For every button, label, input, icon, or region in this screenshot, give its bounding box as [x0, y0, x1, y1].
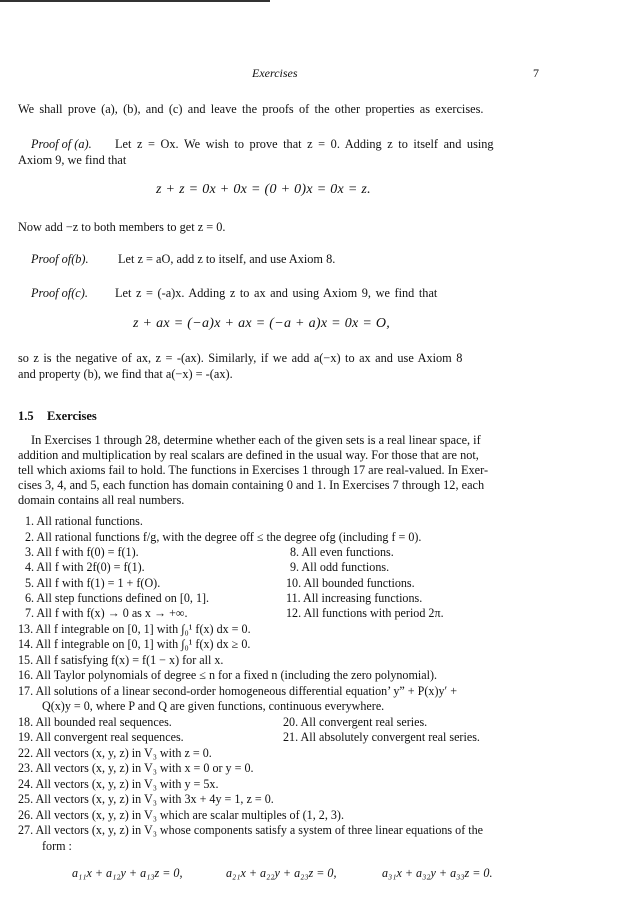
proof-a-label: Proof of (a).: [31, 137, 92, 151]
exercise-item: 14. All f integrable on [0, 1] with ∫₀¹ f(x) dx ≥ 0.: [18, 637, 251, 651]
exercise-item: 10. All bounded functions.: [286, 576, 415, 590]
instructions-line: tell which axioms fail to hold. The functions in Exercises 1 through 17 are real-valued. In Exer-: [18, 463, 489, 477]
system-equation: a₃₁x + a₃₂y + a₃₃z = 0.: [382, 866, 493, 880]
instructions-line: In Exercises 1 through 28, determine whether each of the given sets is a real linear space, if: [31, 433, 481, 447]
proof-c-text: Let z = (-a)x. Adding z to ax and using Axiom 9, we find that: [115, 286, 438, 300]
section-title: Exercises: [47, 409, 97, 423]
exercise-item: 5. All f with f(1) = 1 + f(O).: [25, 576, 161, 590]
exercise-item: 20. All convergent real series.: [283, 715, 428, 729]
proof-a-line1: Let z = Ox. We wish to prove that z = 0. Adding z to itself and using: [115, 137, 494, 151]
exercise-item: 23. All vectors (x, y, z) in V₃ with x = 0 or y = 0.: [18, 761, 254, 775]
page-number: 7: [533, 66, 539, 80]
system-equation: a₁₁x + a₁₂y + a₁₃z = 0,: [72, 866, 183, 880]
instructions-line: domain contains all real numbers.: [18, 493, 185, 507]
exercise-item: 25. All vectors (x, y, z) in V₃ with 3x + 4y = 1, z = 0.: [18, 792, 274, 806]
so-z-line2: and property (b), we find that a(−x) = -(ax).: [18, 367, 233, 381]
exercise-item: 8. All even functions.: [290, 545, 394, 559]
equation-c: z + ax = (−a)x + ax = (−a + a)x = 0x = O,: [133, 316, 391, 331]
exercise-item: 22. All vectors (x, y, z) in V₃ with z = 0.: [18, 746, 212, 760]
exercise-item: 17. All solutions of a linear second-order homogeneous differential equation’ y” + P(x)y′ +: [18, 684, 458, 698]
instructions-line: cises 3, 4, and 5, each function has domain containing 0 and 1. In Exercises 7 through 12, each: [18, 478, 485, 492]
exercise-item: 7. All f with f(x) → 0 as x → +∞.: [25, 606, 188, 620]
exercise-item: 4. All f with 2f(0) = f(1).: [25, 560, 145, 574]
exercise-item-continuation: form :: [42, 839, 72, 853]
exercise-item: 1. All rational functions.: [25, 514, 143, 528]
exercise-item: 13. All f integrable on [0, 1] with ∫₀¹ f(x) dx = 0.: [18, 622, 251, 636]
exercise-item: 26. All vectors (x, y, z) in V₃ which are scalar multiples of (1, 2, 3).: [18, 808, 344, 822]
exercise-item: 27. All vectors (x, y, z) in V₃ whose components satisfy a system of three linear equations of the: [18, 823, 484, 837]
exercise-item: 24. All vectors (x, y, z) in V₃ with y = 5x.: [18, 777, 219, 791]
exercise-item: 6. All step functions defined on [0, 1].: [25, 591, 210, 605]
proof-b-text: Let z = aO, add z to itself, and use Axiom 8.: [118, 252, 336, 266]
exercise-item: 2. All rational functions f/g, with the degree off ≤ the degree ofg (including f = 0).: [25, 530, 422, 544]
instructions-line: addition and multiplication by real scalars are defined in the usual way. For those that are not,: [18, 448, 479, 462]
now-add-paragraph: Now add −z to both members to get z = 0.: [18, 220, 226, 234]
exercise-item: 15. All f satisfying f(x) = f(1 − x) for all x.: [18, 653, 224, 667]
top-rule: [0, 0, 270, 2]
proof-b-label: Proof of(b).: [31, 252, 89, 266]
running-header-title: Exercises: [252, 66, 298, 80]
intro-paragraph: We shall prove (a), (b), and (c) and leave the proofs of the other properties as exercises.: [18, 102, 484, 116]
proof-a-line2: Axiom 9, we find that: [18, 153, 127, 167]
exercise-item: 3. All f with f(0) = f(1).: [25, 545, 139, 559]
exercise-item: 18. All bounded real sequences.: [18, 715, 172, 729]
section-number: 1.5: [18, 409, 34, 423]
proof-c-label: Proof of(c).: [31, 286, 88, 300]
system-equation: a₂₁x + a₂₂y + a₂₃z = 0,: [226, 866, 337, 880]
equation-a: z + z = 0x + 0x = (0 + 0)x = 0x = z.: [156, 182, 371, 197]
so-z-line1: so z is the negative of ax, z = -(ax). Similarly, if we add a(−x) to ax and use Axiom 8: [18, 351, 463, 365]
exercise-item: 21. All absolutely convergent real series.: [283, 730, 480, 744]
exercise-item-continuation: Q(x)y = 0, where P and Q are given functions, continuous everywhere.: [42, 699, 385, 713]
exercise-item: 12. All functions with period 2π.: [286, 606, 444, 620]
exercise-item: 19. All convergent real sequences.: [18, 730, 184, 744]
exercise-item: 9. All odd functions.: [290, 560, 390, 574]
exercise-item: 11. All increasing functions.: [286, 591, 423, 605]
exercise-item: 16. All Taylor polynomials of degree ≤ n for a fixed n (including the zero polynomial).: [18, 668, 438, 682]
